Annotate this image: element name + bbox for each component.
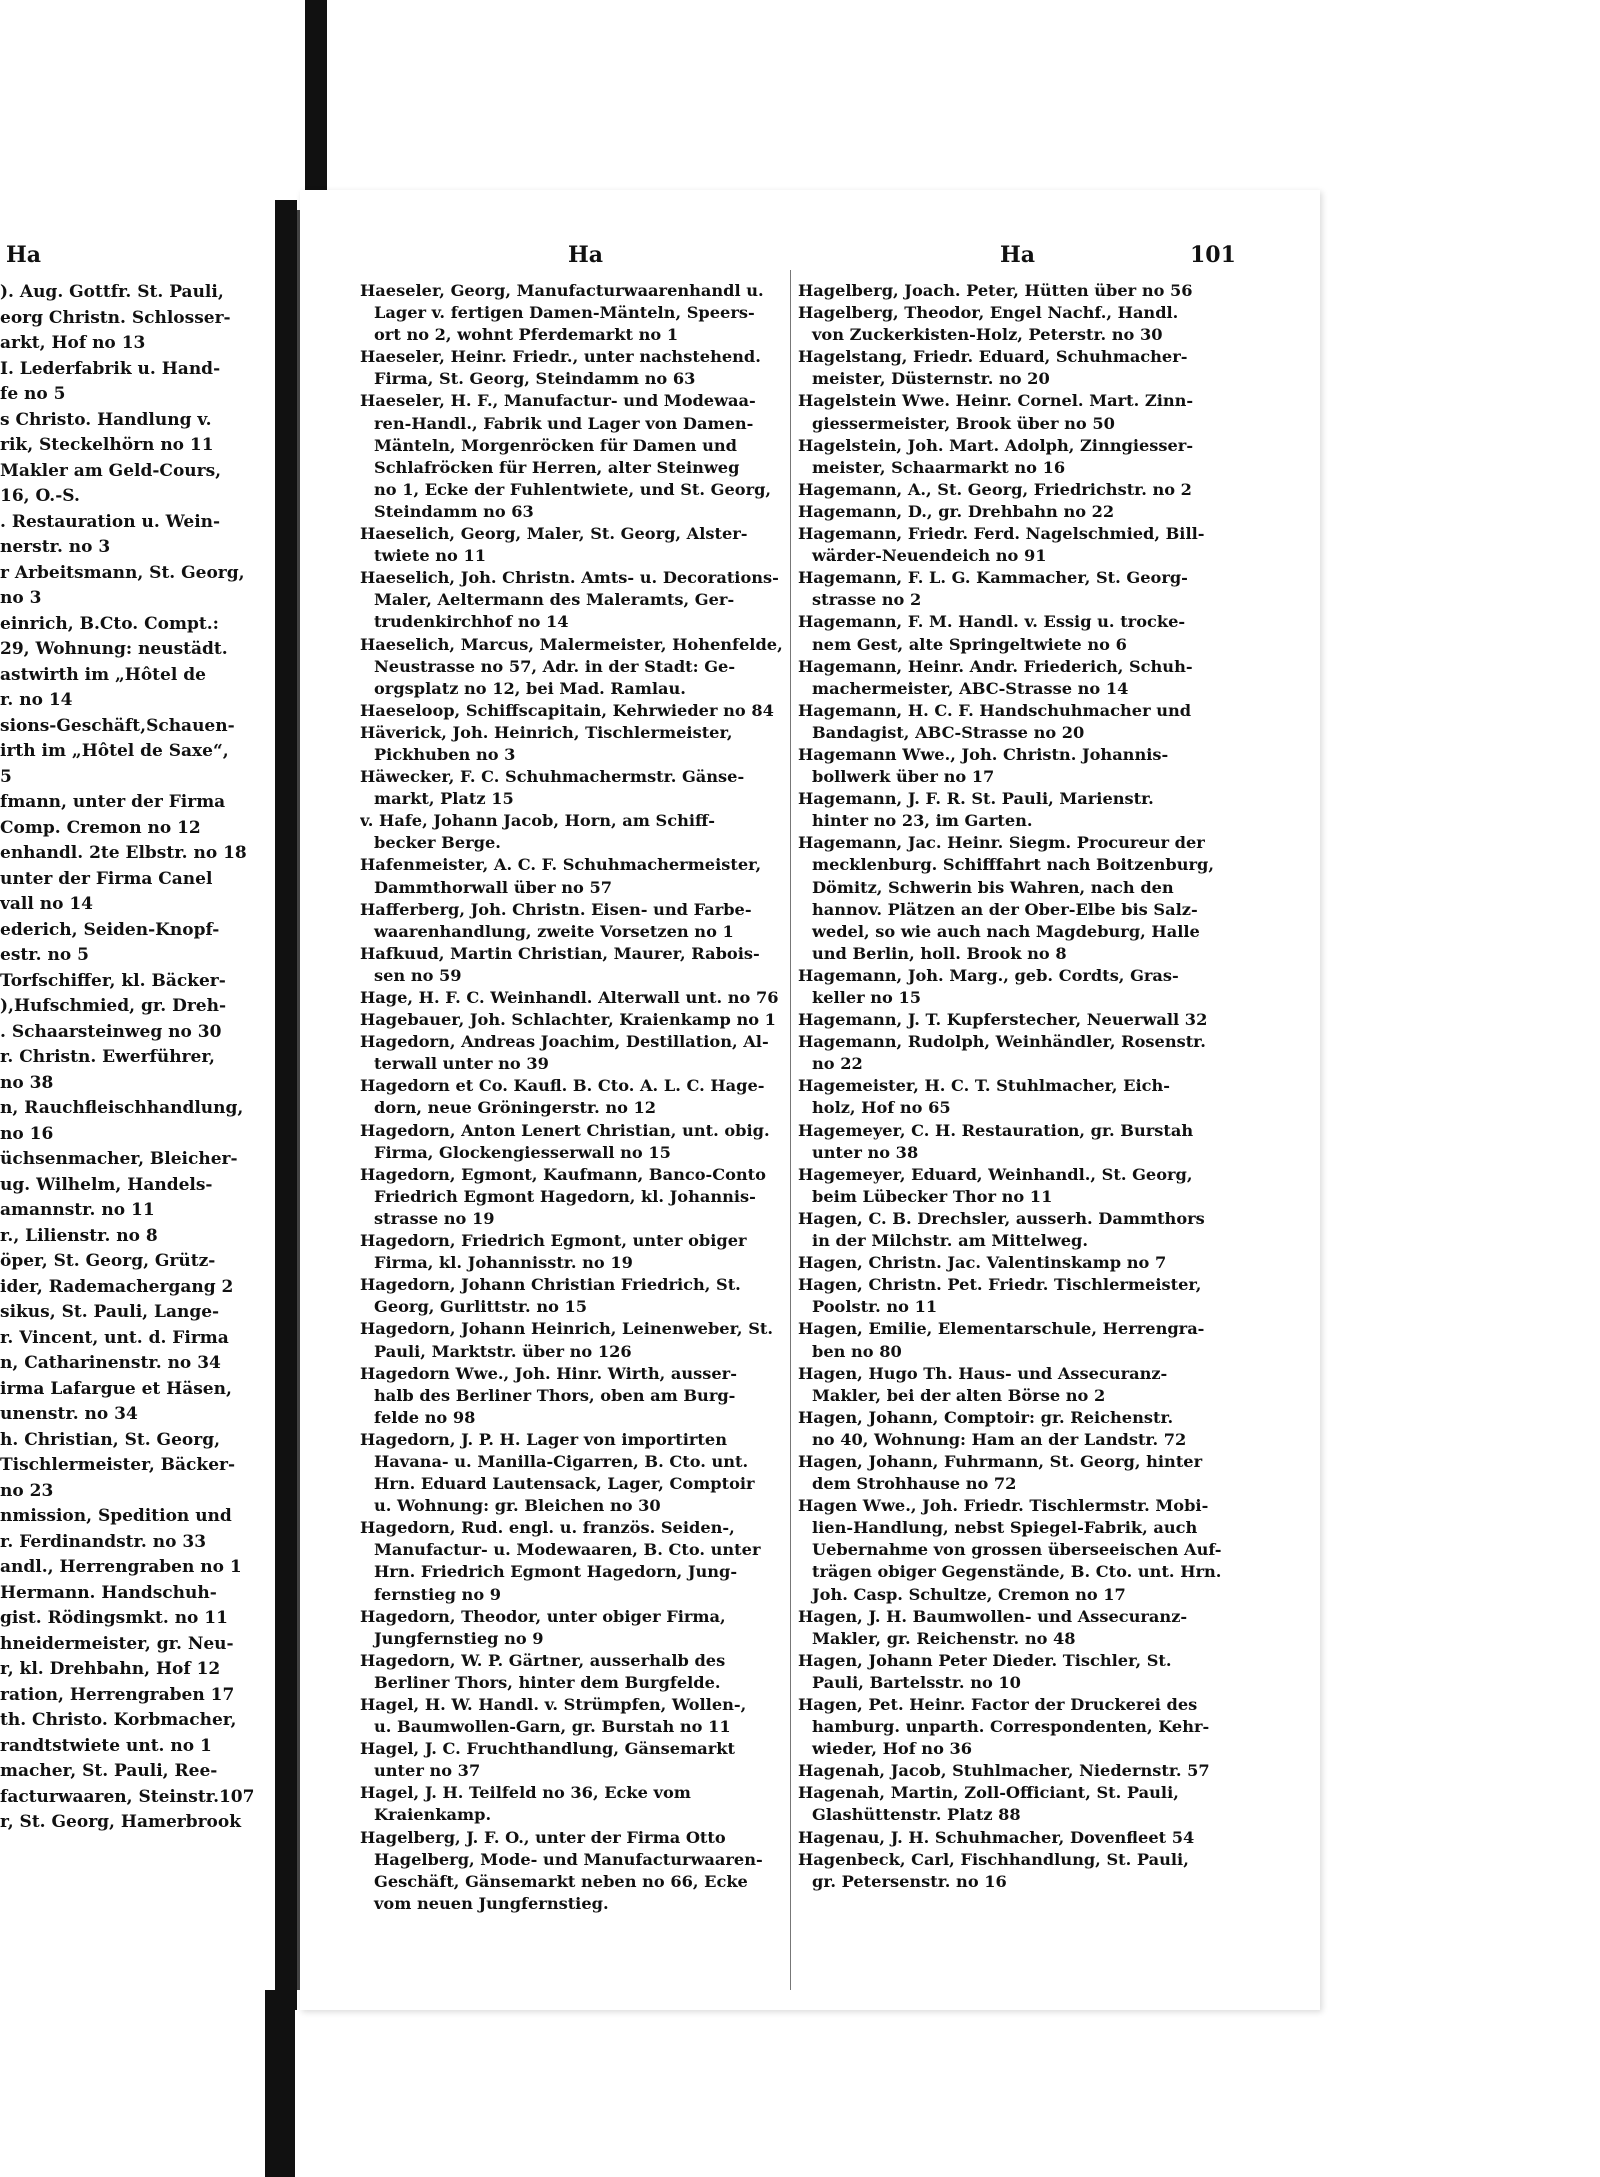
entry-line: beim Lübecker Thor no 11: [812, 1186, 1053, 1206]
left-page-line: no 38: [0, 1072, 54, 1093]
entry-line: Haeselich, Joh. Christn. Amts- u. Decorations-: [360, 568, 779, 588]
entry-line: meister, Düsternstr. no 20: [812, 369, 1050, 389]
entry-line: Pauli, Marktstr. über no 126: [374, 1341, 632, 1361]
directory-entry: [360, 280, 790, 346]
entry-line: Hagedorn et Co. Kaufl. B. Cto. A. L. C. Hage-: [360, 1076, 765, 1096]
directory-entry: [360, 346, 790, 390]
entry-line: ren-Handl., Fabrik und Lager von Damen-: [374, 413, 754, 433]
entry-line: machermeister, ABC-Strasse no 14: [812, 678, 1129, 698]
directory-entry: [360, 700, 790, 722]
entry-line: Hage, H. F. C. Weinhandl. Alterwall unt. no 76: [360, 988, 779, 1007]
directory-column-1: [360, 280, 790, 1915]
directory-entry: [360, 987, 790, 1009]
entry-line: Hagemann, Friedr. Ferd. Nagelschmied, Bill-: [798, 524, 1205, 544]
entry-line: u. Baumwollen-Garn, gr. Burstah no 11: [374, 1717, 731, 1737]
entry-line: Hrn. Friedrich Egmont Hagedorn, Jung-: [374, 1562, 738, 1582]
directory-entry: [360, 1230, 790, 1274]
directory-entry: [360, 810, 790, 854]
directory-entry: [360, 1738, 790, 1782]
entry-line: Hagen, Johann Peter Dieder. Tischler, St.: [798, 1650, 1172, 1670]
entry-line: Hagenau, J. H. Schuhmacher, Dovenfleet 54: [798, 1827, 1195, 1847]
directory-entry: [798, 435, 1228, 479]
entry-line: twiete no 11: [374, 546, 487, 566]
left-page-line: . Restauration u. Wein-: [0, 511, 221, 532]
entry-line: mecklenburg. Schifffahrt nach Boitzenburg,: [812, 855, 1214, 875]
entry-line: Hagen, Hugo Th. Haus- und Assecuranz-: [798, 1363, 1168, 1383]
left-page-line: Makler am Geld-Cours,: [0, 460, 222, 481]
directory-entry: [360, 722, 790, 766]
left-page-line: irma Lafargue et Häsen,: [0, 1378, 232, 1399]
directory-entry: [798, 523, 1228, 567]
directory-entry: [360, 1782, 790, 1826]
left-page-line: andl., Herrengraben no 1: [0, 1557, 242, 1577]
entry-line: Hagemann Wwe., Joh. Christn. Johannis-: [798, 744, 1169, 764]
left-page-line: amannstr. no 11: [0, 1200, 155, 1220]
entry-line: hinter no 23, im Garten.: [812, 811, 1033, 831]
entry-line: Hagen, Pet. Heinr. Factor der Druckerei des: [798, 1695, 1198, 1714]
left-page-line: th. Christo. Korbmacher,: [0, 1710, 237, 1730]
left-page-line: r. Christn. Ewerführer,: [0, 1047, 215, 1067]
entry-line: Mänteln, Morgenröcken für Damen und: [374, 435, 737, 455]
left-page-line: fmann, unter der Firma: [0, 792, 226, 812]
entry-line: Lager v. fertigen Damen-Mänteln, Speers-: [374, 303, 755, 323]
directory-entry: [360, 854, 790, 898]
entry-line: hannov. Plätzen an der Ober-Elbe bis Salz-: [812, 899, 1198, 919]
entry-line: Hagedorn, Johann Heinrich, Leinenweber, St.: [360, 1319, 774, 1339]
entry-line: wedel, so wie auch nach Magdeburg, Halle: [812, 921, 1200, 941]
entry-line: Hagemann, Jac. Heinr. Siegm. Procureur der: [798, 833, 1205, 853]
dark-strip-top: [305, 0, 327, 200]
directory-entry: [798, 1849, 1228, 1893]
book-spine: [275, 200, 297, 2010]
entry-line: Hagenbeck, Carl, Fischhandlung, St. Pauli,: [798, 1849, 1189, 1869]
directory-entry: [798, 1075, 1228, 1119]
entry-line: Makler, gr. Reichenstr. no 48: [812, 1628, 1076, 1648]
entry-line: Hagedorn, Egmont, Kaufmann, Banco-Conto: [360, 1164, 766, 1184]
directory-entry: [798, 1407, 1228, 1451]
left-page-line: üchsenmacher, Bleicher-: [0, 1149, 238, 1169]
entry-line: Hagedorn, J. P. H. Lager von importirten: [360, 1429, 727, 1449]
directory-entry: [798, 1451, 1228, 1495]
entry-line: Firma, Glockengiesserwall no 15: [374, 1142, 671, 1162]
left-page-line: no 23: [0, 1480, 54, 1501]
left-page-line: Tischlermeister, Bäcker-: [0, 1455, 236, 1475]
entry-line: dem Strohhause no 72: [812, 1474, 1017, 1494]
left-page-line: 29, Wohnung: neustädt.: [0, 639, 228, 659]
entry-line: markt, Platz 15: [374, 789, 514, 809]
directory-entry: [360, 899, 790, 943]
entry-line: Haeselich, Marcus, Malermeister, Hohenfelde,: [360, 634, 783, 654]
directory-entry: [360, 1075, 790, 1119]
entry-line: Hagelstein, Joh. Mart. Adolph, Zinngiesser-: [798, 435, 1194, 455]
entry-line: ben no 80: [812, 1341, 902, 1361]
entry-line: sen no 59: [374, 965, 462, 985]
right-page-header-right: Ha: [1000, 242, 1036, 268]
entry-line: Berliner Thors, hinter dem Burgfelde.: [374, 1672, 721, 1692]
directory-entry: [798, 1650, 1228, 1694]
entry-line: Havana- u. Manilla-Cigarren, B. Cto. unt.: [374, 1451, 749, 1471]
left-page-line: fe no 5: [0, 384, 66, 404]
directory-entry: [798, 346, 1228, 390]
entry-line: meister, Schaarmarkt no 16: [812, 457, 1066, 477]
entry-line: Glashüttenstr. Platz 88: [812, 1805, 1021, 1825]
directory-entry: [798, 656, 1228, 700]
directory-entry: [798, 965, 1228, 1009]
entry-line: ort no 2, wohnt Pferdemarkt no 1: [374, 325, 679, 345]
directory-entry: [798, 390, 1228, 434]
entry-line: halb des Berliner Thors, oben am Burg-: [374, 1385, 736, 1405]
entry-line: Hagen, Christn. Jac. Valentinskamp no 7: [798, 1253, 1167, 1273]
entry-line: Hagedorn, Theodor, unter obiger Firma,: [360, 1606, 726, 1626]
entry-line: keller no 15: [812, 988, 922, 1007]
directory-entry: [798, 1120, 1228, 1164]
entry-line: unter no 37: [374, 1761, 481, 1781]
directory-entry: [360, 1827, 790, 1915]
entry-line: strasse no 19: [374, 1208, 495, 1228]
directory-entry: [360, 1009, 790, 1031]
left-page-line: ug. Wilhelm, Handels-: [0, 1174, 213, 1195]
entry-line: Haeseler, H. F., Manufactur- und Modewaa-: [360, 391, 756, 411]
left-page-header: Ha: [6, 242, 42, 268]
directory-column-2: [798, 280, 1228, 1893]
dark-strip-bottom: [265, 1990, 295, 2177]
entry-line: Hagenah, Jacob, Stuhlmacher, Niedernstr. 57: [798, 1761, 1210, 1781]
entry-line: vom neuen Jungfernstieg.: [374, 1893, 609, 1913]
left-page-line: 16, O.-S.: [0, 486, 80, 506]
entry-line: bollwerk über no 17: [812, 767, 995, 787]
entry-line: dorn, neue Gröningerstr. no 12: [374, 1098, 657, 1118]
entry-line: Hagemann, D., gr. Drehbahn no 22: [798, 501, 1115, 521]
entry-line: Hagel, J. H. Teilfeld no 36, Ecke vom: [360, 1783, 691, 1803]
entry-line: Manufactur- u. Modewaaren, B. Cto. unter: [374, 1540, 761, 1560]
entry-line: waarenhandlung, zweite Vorsetzen no 1: [374, 921, 734, 941]
entry-line: Maler, Aeltermann des Maleramts, Ger-: [374, 590, 735, 610]
entry-line: Uebernahme von grossen überseeischen Auf-: [812, 1540, 1222, 1560]
directory-entry: [798, 788, 1228, 832]
left-page-line: eorg Christn. Schlosser-: [0, 307, 231, 328]
column-divider: [790, 270, 791, 1990]
entry-line: Makler, bei der alten Börse no 2: [812, 1385, 1106, 1405]
directory-entry: [360, 1274, 790, 1318]
entry-line: Hagen, Christn. Pet. Friedr. Tischlermeister,: [798, 1275, 1202, 1295]
left-page-line: I. Lederfabrik u. Hand-: [0, 358, 221, 379]
directory-entry: [360, 523, 790, 567]
entry-line: Hagelstang, Friedr. Eduard, Schuhmacher-: [798, 347, 1188, 367]
directory-entry: [798, 1164, 1228, 1208]
entry-line: Hagelstein Wwe. Heinr. Cornel. Mart. Zinn-: [798, 391, 1194, 411]
entry-line: no 1, Ecke der Fuhlentwiete, und St. Georg,: [374, 479, 772, 499]
left-page-line: 5: [0, 766, 12, 787]
entry-line: Hagen, Emilie, Elementarschule, Herrengra-: [798, 1319, 1205, 1339]
entry-line: Georg, Gurlittstr. no 15: [374, 1297, 588, 1317]
entry-line: Friedrich Egmont Hagedorn, kl. Johannis-: [374, 1186, 756, 1206]
left-page-line: r. no 14: [0, 690, 73, 710]
left-page-line: irth im „Hôtel de Saxe“,: [0, 741, 229, 761]
left-page-line: Comp. Cremon no 12: [0, 817, 201, 838]
directory-entry: [798, 1318, 1228, 1362]
entry-line: v. Hafe, Johann Jacob, Horn, am Schiff-: [360, 811, 716, 831]
left-page-line: macher, St. Pauli, Ree-: [0, 1761, 218, 1781]
entry-line: von Zuckerkisten-Holz, Peterstr. no 30: [812, 325, 1163, 345]
left-page-line: vall no 14: [0, 894, 94, 914]
entry-line: gr. Petersenstr. no 16: [812, 1871, 1007, 1891]
left-page-line: randtstwiete unt. no 1: [0, 1735, 212, 1756]
entry-line: Hagedorn, W. P. Gärtner, ausserhalb des: [360, 1650, 726, 1670]
entry-line: Hafkuud, Martin Christian, Maurer, Rabois-: [360, 943, 760, 963]
entry-line: no 40, Wohnung: Ham an der Landstr. 72: [812, 1429, 1187, 1449]
entry-line: Hagenah, Martin, Zoll-Officiant, St. Pauli,: [798, 1783, 1179, 1803]
left-page-line: unter der Firma Canel: [0, 868, 213, 889]
left-page-line: sions-Geschäft,Schauen-: [0, 715, 235, 736]
left-page-line: facturwaaren, Steinstr.107: [0, 1786, 255, 1807]
entry-line: fernstieg no 9: [374, 1584, 502, 1604]
left-page-line: nmission, Spedition und: [0, 1506, 232, 1526]
entry-line: becker Berge.: [374, 833, 501, 853]
directory-entry: [360, 1694, 790, 1738]
left-page-line: einrich, B.Cto. Compt.:: [0, 613, 219, 634]
entry-line: terwall unter no 39: [374, 1054, 549, 1074]
directory-entry: [798, 567, 1228, 611]
entry-line: und Berlin, holl. Brook no 8: [812, 943, 1067, 963]
directory-entry: [360, 1120, 790, 1164]
directory-entry: [798, 832, 1228, 965]
directory-entry: [360, 943, 790, 987]
entry-line: Hagemann, Heinr. Andr. Friederich, Schuh-: [798, 656, 1193, 676]
left-page-line: r., Lilienstr. no 8: [0, 1225, 158, 1246]
directory-entry: [360, 1363, 790, 1429]
entry-line: Hagemeyer, Eduard, Weinhandl., St. Georg,: [798, 1164, 1193, 1184]
entry-line: Hagemann, F. L. G. Kammacher, St. Georg-: [798, 568, 1188, 588]
entry-line: Steindamm no 63: [374, 501, 534, 521]
left-page-line: enhandl. 2te Elbstr. no 18: [0, 843, 247, 863]
entry-line: unter no 38: [812, 1142, 919, 1162]
left-page-line: arkt, Hof no 13: [0, 333, 146, 353]
directory-entry: [360, 634, 790, 700]
left-page-line: ider, Rademachergang 2: [0, 1276, 234, 1297]
entry-line: nem Gest, alte Springeltwiete no 6: [812, 634, 1127, 654]
directory-entry: [798, 501, 1228, 523]
left-page-line: astwirth im „Hôtel de: [0, 664, 206, 685]
entry-line: Hrn. Eduard Lautensack, Lager, Comptoir: [374, 1474, 755, 1494]
left-page-line: ),Hufschmied, gr. Dreh-: [0, 996, 227, 1016]
entry-line: Haeseloop, Schiffscapitain, Kehrwieder no 84: [360, 700, 774, 720]
entry-line: Jungfernstieg no 9: [374, 1628, 544, 1648]
directory-entry: [798, 1252, 1228, 1274]
entry-line: Hagelberg, J. F. O., unter der Firma Otto: [360, 1827, 726, 1847]
directory-entry: [360, 567, 790, 633]
entry-line: Pickhuben no 3: [374, 744, 516, 764]
entry-line: Hagen, J. H. Baumwollen- und Assecuranz-: [798, 1606, 1188, 1626]
entry-line: Hagedorn, Johann Christian Friedrich, St.: [360, 1275, 741, 1295]
entry-line: Hagemann, F. M. Handl. v. Essig u. trocke-: [798, 612, 1186, 632]
entry-line: Bandagist, ABC-Strasse no 20: [812, 722, 1085, 742]
entry-line: Hagedorn, Friedrich Egmont, unter obiger: [360, 1231, 747, 1251]
left-page-line: Hermann. Handschuh-: [0, 1582, 217, 1603]
entry-line: Schlafröcken für Herren, alter Steinweg: [374, 457, 740, 477]
entry-line: Hafferberg, Joh. Christn. Eisen- und Farbe-: [360, 899, 752, 919]
entry-line: Hagemann, H. C. F. Handschuhmacher und: [798, 700, 1192, 720]
entry-line: Neustrasse no 57, Adr. in der Stadt: Ge-: [374, 656, 736, 676]
left-page-line: nerstr. no 3: [0, 537, 111, 557]
entry-line: Hagedorn, Anton Lenert Christian, unt. obig.: [360, 1120, 770, 1140]
directory-entry: [360, 1429, 790, 1517]
directory-entry: [360, 1164, 790, 1230]
directory-entry: [360, 1606, 790, 1650]
left-page-line: hneidermeister, gr. Neu-: [0, 1633, 234, 1654]
entry-line: Hagedorn Wwe., Joh. Hinr. Wirth, ausser-: [360, 1363, 737, 1383]
left-page-line: ). Aug. Gottfr. St. Pauli,: [0, 282, 224, 302]
entry-line: trudenkirchhof no 14: [374, 612, 569, 632]
entry-line: Firma, St. Georg, Steindamm no 63: [374, 369, 696, 389]
left-page-line: ederich, Seiden-Knopf-: [0, 919, 220, 940]
page-number: 101: [1190, 242, 1236, 268]
left-page-line: r. Vincent, unt. d. Firma: [0, 1327, 229, 1348]
entry-line: Hagen, C. B. Drechsler, ausserh. Dammthors: [798, 1208, 1205, 1228]
left-page-line: . Schaarsteinweg no 30: [0, 1021, 222, 1042]
directory-entry: [360, 766, 790, 810]
left-page-line: r, St. Georg, Hamerbrook: [0, 1812, 242, 1832]
left-page-column: [0, 280, 255, 1836]
left-page-line: estr. no 5: [0, 945, 89, 965]
directory-entry: [798, 744, 1228, 788]
entry-line: felde no 98: [374, 1407, 476, 1427]
entry-line: Dammthorwall über no 57: [374, 877, 612, 897]
entry-line: Hagen, Johann, Fuhrmann, St. Georg, hinter: [798, 1451, 1203, 1471]
directory-entry: [360, 390, 790, 523]
entry-line: Hagedorn, Rud. engl. u. französ. Seiden-,: [360, 1518, 735, 1538]
entry-line: Hagel, J. C. Fruchthandlung, Gänsemarkt: [360, 1739, 735, 1759]
entry-line: Dömitz, Schwerin bis Wahren, nach den: [812, 877, 1174, 897]
entry-line: giessermeister, Brook über no 50: [812, 413, 1115, 433]
entry-line: Hagelberg, Mode- und Manufacturwaaren-: [374, 1849, 763, 1869]
directory-entry: [798, 1694, 1228, 1760]
entry-line: Poolstr. no 11: [812, 1297, 938, 1317]
left-page-line: no 3: [0, 588, 42, 608]
entry-line: Häverick, Joh. Heinrich, Tischlermeister,: [360, 722, 733, 742]
directory-entry: [798, 1760, 1228, 1782]
entry-line: Hagemeister, H. C. T. Stuhlmacher, Eich-: [798, 1076, 1171, 1096]
entry-line: Hagel, H. W. Handl. v. Strümpfen, Wollen-,: [360, 1695, 747, 1714]
entry-line: Haeseler, Heinr. Friedr., unter nachstehend.: [360, 347, 761, 367]
right-page-header-left: Ha: [568, 242, 604, 268]
left-page-line: ration, Herrengraben 17: [0, 1684, 235, 1705]
directory-entry: [798, 700, 1228, 744]
directory-entry: [798, 1274, 1228, 1318]
directory-entry: [360, 1517, 790, 1605]
directory-entry: [798, 302, 1228, 346]
directory-entry: [798, 1606, 1228, 1650]
entry-line: Hafenmeister, A. C. F. Schuhmachermeister,: [360, 855, 762, 875]
entry-line: in der Milchstr. am Mittelweg.: [812, 1231, 1088, 1251]
left-page-line: gist. Rödingsmkt. no 11: [0, 1608, 228, 1628]
left-page-line: r, kl. Drehbahn, Hof 12: [0, 1659, 221, 1679]
directory-entry: [798, 1827, 1228, 1849]
left-page-line: Torfschiffer, kl. Bäcker-: [0, 970, 226, 991]
entry-line: hamburg. unparth. Correspondenten, Kehr-: [812, 1717, 1210, 1737]
entry-line: Hagen, Johann, Comptoir: gr. Reichenstr.: [798, 1407, 1174, 1427]
entry-line: holz, Hof no 65: [812, 1098, 951, 1118]
directory-entry: [798, 1031, 1228, 1075]
entry-line: Pauli, Bartelsstr. no 10: [812, 1672, 1021, 1692]
directory-entry: [798, 611, 1228, 655]
left-page-line: unenstr. no 34: [0, 1404, 138, 1424]
directory-entry: [360, 1318, 790, 1362]
directory-entry: [798, 1363, 1228, 1407]
left-page-line: öper, St. Georg, Grütz-: [0, 1251, 216, 1271]
entry-line: Hagemeyer, C. H. Restauration, gr. Burstah: [798, 1120, 1194, 1140]
left-page-line: n, Rauchfleischhandlung,: [0, 1098, 244, 1118]
entry-line: Hagedorn, Andreas Joachim, Destillation, Al-: [360, 1032, 769, 1052]
entry-line: Hagemann, J. T. Kupferstecher, Neuerwall 32: [798, 1010, 1208, 1030]
entry-line: no 22: [812, 1054, 863, 1074]
entry-line: Haeselich, Georg, Maler, St. Georg, Alster-: [360, 524, 748, 544]
directory-entry: [798, 280, 1228, 302]
left-page-line: no 16: [0, 1123, 54, 1144]
directory-entry: [360, 1650, 790, 1694]
entry-line: wärder-Neuendeich no 91: [812, 546, 1047, 566]
entry-line: Firma, kl. Johannisstr. no 19: [374, 1253, 633, 1273]
directory-entry: [798, 1208, 1228, 1252]
entry-line: Hagemann, Rudolph, Weinhändler, Rosenstr.: [798, 1032, 1206, 1052]
left-page-line: r Arbeitsmann, St. Georg,: [0, 562, 245, 583]
entry-line: Joh. Casp. Schultze, Cremon no 17: [812, 1584, 1126, 1604]
directory-entry: [798, 1495, 1228, 1605]
left-page-line: n, Catharinenstr. no 34: [0, 1353, 221, 1373]
entry-line: lien-Handlung, nebst Spiegel-Fabrik, auch: [812, 1518, 1198, 1538]
entry-line: Kraienkamp.: [374, 1805, 492, 1825]
left-page-line: s Christo. Handlung v.: [0, 409, 212, 430]
directory-entry: [360, 1031, 790, 1075]
entry-line: u. Wohnung: gr. Bleichen no 30: [374, 1496, 661, 1516]
entry-line: Hagelberg, Joach. Peter, Hütten über no 56: [798, 281, 1193, 300]
left-page-line: r. Ferdinandstr. no 33: [0, 1531, 207, 1552]
entry-line: Geschäft, Gänsemarkt neben no 66, Ecke: [374, 1871, 748, 1891]
entry-line: Hagelberg, Theodor, Engel Nachf., Handl.: [798, 303, 1179, 323]
entry-line: strasse no 2: [812, 590, 922, 610]
entry-line: orgsplatz no 12, bei Mad. Ramlau.: [374, 678, 686, 698]
entry-line: trägen obiger Gegenstände, B. Cto. unt. Hrn.: [812, 1562, 1222, 1582]
entry-line: Hagemann, A., St. Georg, Friedrichstr. no 2: [798, 479, 1192, 499]
left-page-line: h. Christian, St. Georg,: [0, 1429, 220, 1450]
entry-line: wieder, Hof no 36: [812, 1739, 973, 1759]
left-page-line: sikus, St. Pauli, Lange-: [0, 1302, 220, 1322]
entry-line: Haeseler, Georg, Manufacturwaarenhandl u.: [360, 281, 764, 300]
entry-line: Hagebauer, Joh. Schlachter, Kraienkamp no 1: [360, 1010, 776, 1030]
left-page-line: rik, Steckelhörn no 11: [0, 435, 214, 455]
directory-entry: [798, 479, 1228, 501]
entry-line: Hagen Wwe., Joh. Friedr. Tischlermstr. Mobi-: [798, 1496, 1209, 1516]
directory-entry: [798, 1782, 1228, 1826]
entry-line: Hagemann, J. F. R. St. Pauli, Marienstr.: [798, 789, 1154, 809]
directory-entry: [798, 1009, 1228, 1031]
entry-line: Hagemann, Joh. Marg., geb. Cordts, Gras-: [798, 965, 1179, 985]
entry-line: Häwecker, F. C. Schuhmachermstr. Gänse-: [360, 767, 745, 787]
